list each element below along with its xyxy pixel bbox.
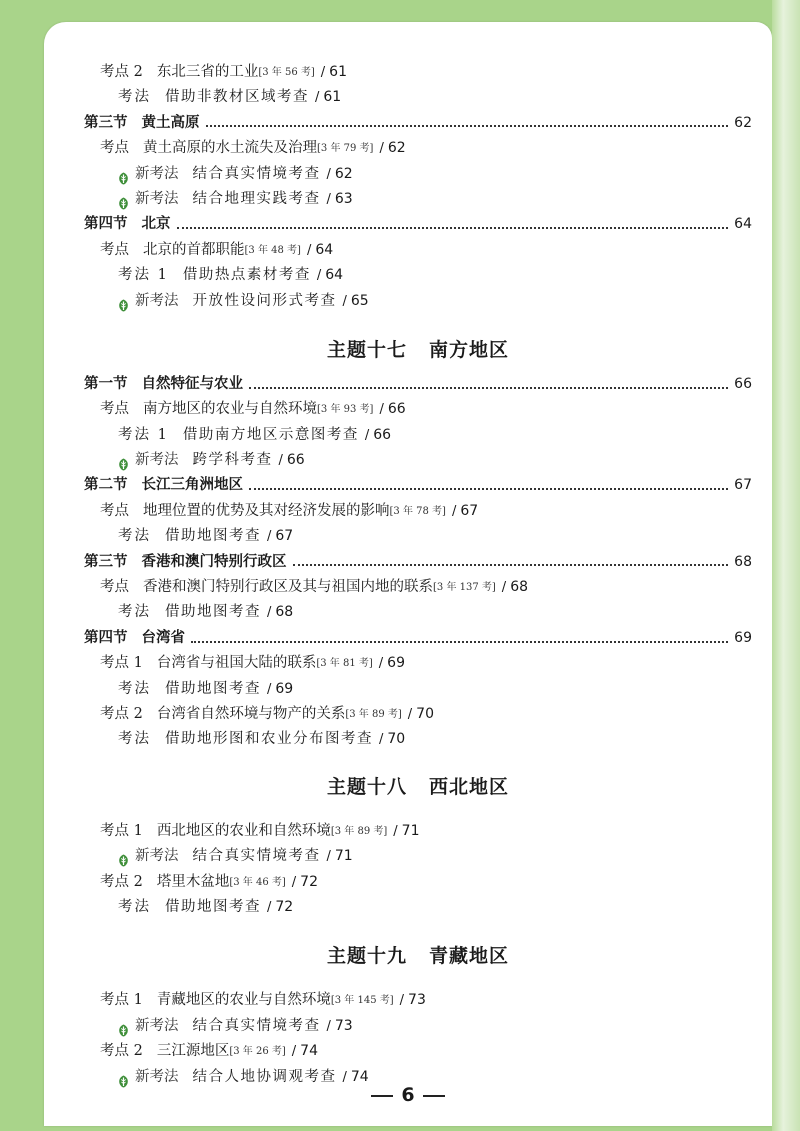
toc-method-row (84, 263, 752, 288)
exam-count: [3 年 46 考] (229, 876, 286, 888)
page-footer (44, 1084, 772, 1106)
leaf-icon (118, 1072, 129, 1085)
point-title: 黄土高原的水土流失及治理 (143, 140, 317, 157)
method-label: 考法 (118, 680, 151, 697)
theme-heading-18 (84, 765, 752, 809)
section-title: 香港和澳门特别行政区 (141, 553, 287, 570)
book-edge (772, 0, 800, 1131)
section-title: 北京 (141, 216, 171, 233)
exam-count: [3 年 79 考] (317, 143, 374, 155)
leaf-icon (118, 1021, 129, 1034)
method-label: 考法 (118, 731, 151, 748)
toc-point-row (84, 651, 752, 676)
toc-method-row (84, 895, 752, 920)
method-label: 考法 (118, 898, 151, 915)
theme-heading-17 (84, 328, 752, 372)
point-title: 台湾省与祖国大陆的联系 (156, 655, 317, 672)
exam-count: [3 年 78 考] (389, 505, 446, 517)
method-label: 考法 1 (118, 267, 169, 284)
method-title: 借助地图考查 (165, 604, 261, 621)
page-ref: 71 (334, 848, 353, 865)
toc-method-row (84, 524, 752, 549)
toc-section-row (84, 212, 752, 237)
dot-leader (249, 488, 728, 490)
method-title: 跨学科考查 (192, 452, 273, 469)
slash-separator: / (316, 268, 322, 284)
method-title: 结合地理实践考查 (192, 190, 321, 207)
method-title: 借助地图考查 (165, 528, 261, 545)
point-label: 考点 1 (100, 822, 143, 839)
point-label: 考点 2 (100, 705, 143, 722)
toc-newmethod-row (84, 448, 752, 473)
slash-separator: / (379, 141, 384, 157)
slash-separator: / (291, 874, 297, 890)
toc-method-row (84, 423, 752, 448)
method-title: 借助非教材区域考查 (165, 89, 309, 106)
toc-block-northwest (84, 819, 752, 921)
dot-leader (177, 227, 729, 229)
method-title: 结合真实情境考查 (192, 165, 321, 182)
toc-point-row (84, 988, 752, 1013)
slash-separator: / (326, 1018, 331, 1034)
slash-separator: / (342, 1069, 347, 1085)
footer-dash-left (371, 1095, 393, 1097)
point-label: 考点 1 (100, 992, 143, 1009)
new-method-label: 新考法 (135, 190, 179, 207)
point-title: 地理位置的优势及其对经济发展的影响 (143, 502, 390, 519)
toc-method-row (84, 727, 752, 752)
dot-leader (293, 564, 729, 566)
new-method-label: 新考法 (135, 292, 179, 309)
slash-separator: / (326, 166, 331, 182)
page-ref: 67 (275, 528, 294, 545)
page-ref: 69 (734, 629, 752, 646)
new-method-label: 新考法 (135, 1068, 179, 1085)
page-ref: 71 (401, 822, 420, 839)
slash-separator: / (267, 605, 272, 621)
exam-count: [3 年 48 考] (244, 244, 301, 256)
footer-dash-right (423, 1095, 445, 1097)
slash-separator: / (267, 899, 272, 915)
exam-count: [3 年 145 考] (330, 995, 394, 1007)
point-label: 考点 1 (100, 655, 143, 672)
toc-point-row (84, 819, 752, 844)
slash-separator: / (451, 503, 457, 519)
toc-method-row (84, 85, 752, 110)
slash-separator: / (378, 656, 384, 672)
toc-point-row (84, 702, 752, 727)
toc-point-row (84, 397, 752, 422)
leaf-icon (118, 851, 129, 864)
method-title: 结合真实情境考查 (192, 1017, 321, 1034)
method-title: 借助地图考查 (165, 680, 261, 697)
page-ref: 72 (300, 873, 318, 890)
method-label: 考法 (118, 604, 151, 621)
point-label: 考点 (100, 140, 129, 157)
theme-number: 主题十八 (326, 775, 407, 798)
toc-block-qingzang (84, 988, 752, 1090)
toc-block-south (84, 372, 752, 753)
section-title: 黄土高原 (141, 114, 200, 131)
slash-separator: / (267, 681, 272, 697)
document-page (44, 22, 772, 1126)
exam-count: [3 年 93 考] (317, 404, 374, 416)
theme-number: 主题十七 (326, 338, 407, 361)
exam-count: [3 年 89 考] (345, 708, 402, 720)
page-ref: 68 (734, 553, 752, 570)
dot-leader (191, 641, 728, 643)
leaf-icon (118, 169, 129, 182)
toc-newmethod-row (84, 187, 752, 212)
exam-count: [3 年 56 考] (258, 67, 315, 78)
page-ref: 61 (329, 64, 347, 80)
theme-heading-19 (84, 934, 752, 978)
section-label: 第二节 (84, 477, 128, 494)
section-title: 自然特征与农业 (141, 375, 243, 392)
section-title: 台湾省 (141, 629, 185, 646)
new-method-label: 新考法 (135, 848, 179, 865)
point-title: 东北三省的工业 (156, 64, 259, 80)
page-ref: 74 (300, 1043, 318, 1060)
toc-method-row (84, 600, 752, 625)
new-method-label: 新考法 (135, 452, 179, 469)
toc-section-row (84, 626, 752, 651)
exam-count: [3 年 81 考] (316, 658, 373, 670)
point-title: 西北地区的农业和自然环境 (156, 822, 331, 839)
point-title: 南方地区的农业与自然环境 (143, 401, 317, 418)
page-ref: 64 (325, 267, 344, 284)
slash-separator: / (326, 191, 331, 207)
toc-section-row (84, 372, 752, 397)
point-label: 考点 2 (100, 1043, 143, 1060)
toc-point-row (84, 238, 752, 263)
page-ref: 68 (510, 579, 529, 596)
new-method-label: 新考法 (135, 165, 179, 182)
point-label: 考点 (100, 502, 129, 519)
section-label: 第四节 (84, 629, 128, 646)
slash-separator: / (320, 65, 326, 80)
dot-leader (249, 387, 728, 389)
point-title: 三江源地区 (156, 1043, 230, 1060)
page-ref: 68 (275, 604, 294, 621)
toc-point-row (84, 575, 752, 600)
theme-name: 青藏地区 (429, 945, 510, 968)
page-ref: 61 (323, 89, 342, 106)
slash-separator: / (393, 823, 398, 839)
page-ref: 73 (334, 1017, 353, 1034)
method-label: 考法 1 (118, 426, 169, 443)
method-title: 结合人地协调观考查 (192, 1068, 337, 1085)
exam-count: [3 年 137 考] (433, 582, 496, 594)
section-label: 第一节 (84, 375, 128, 392)
toc-point-row (84, 136, 752, 161)
toc-point-row (84, 870, 752, 895)
toc-newmethod-row (84, 1014, 752, 1039)
page-ref: 66 (734, 375, 752, 392)
toc-section-row (84, 473, 752, 498)
toc-newmethod-row (84, 844, 752, 869)
page-ref: 65 (350, 292, 369, 309)
slash-separator: / (326, 849, 331, 865)
page-ref: 67 (734, 477, 752, 494)
toc-newmethod-row (84, 162, 752, 187)
point-title: 北京的首都职能 (143, 241, 245, 258)
slash-separator: / (306, 242, 312, 258)
slash-separator: / (379, 732, 384, 748)
page-ref: 74 (350, 1068, 369, 1085)
page-ref: 73 (408, 992, 426, 1009)
method-title: 借助热点素材考查 (182, 267, 311, 284)
theme-name: 西北地区 (429, 775, 510, 798)
page-ref: 62 (734, 114, 752, 131)
slash-separator: / (315, 90, 320, 106)
page-ref: 64 (734, 216, 752, 233)
slash-separator: / (501, 580, 507, 596)
page-ref: 67 (460, 502, 479, 519)
page-ref: 62 (334, 165, 353, 182)
exam-count: [3 年 26 考] (229, 1046, 286, 1058)
slash-separator: / (407, 706, 413, 722)
point-title: 塔里木盆地 (156, 873, 230, 890)
method-title: 借助地图考查 (165, 898, 261, 915)
theme-name: 南方地区 (429, 338, 510, 361)
page-ref: 70 (387, 731, 406, 748)
point-label: 考点 2 (100, 64, 143, 80)
toc-point-row (84, 499, 752, 524)
slash-separator: / (291, 1044, 297, 1060)
new-method-label: 新考法 (135, 1017, 179, 1034)
page-number: 6 (401, 1084, 415, 1106)
leaf-icon (118, 194, 129, 207)
section-label: 第三节 (84, 114, 128, 131)
page-ref: 69 (275, 680, 294, 697)
page-ref: 63 (334, 190, 353, 207)
leaf-icon (118, 455, 129, 468)
slash-separator: / (364, 427, 370, 443)
page-ref: 72 (275, 898, 294, 915)
exam-count: [3 年 89 考] (330, 825, 388, 837)
slash-separator: / (267, 529, 272, 545)
leaf-icon (118, 296, 129, 309)
toc-newmethod-row (84, 289, 752, 314)
method-title: 借助地形图和农业分布图考查 (165, 731, 373, 748)
point-label: 考点 (100, 579, 129, 596)
page-ref: 62 (387, 140, 406, 157)
point-label: 考点 (100, 241, 129, 258)
section-label: 第三节 (84, 553, 128, 570)
toc-content (84, 60, 752, 1090)
toc-section-row (84, 111, 752, 136)
point-label: 考点 2 (100, 873, 143, 890)
point-label: 考点 (100, 401, 129, 418)
method-label: 考法 (118, 89, 151, 106)
method-title: 开放性设问形式考查 (192, 292, 337, 309)
slash-separator: / (399, 993, 405, 1009)
toc-block-north (84, 60, 752, 314)
section-title: 长江三角洲地区 (141, 477, 243, 494)
dot-leader (206, 125, 729, 127)
slash-separator: / (342, 293, 347, 309)
section-label: 第四节 (84, 216, 128, 233)
page-ref: 64 (315, 241, 334, 258)
point-title: 香港和澳门特别行政区及其与祖国内地的联系 (143, 579, 433, 596)
page-ref: 66 (286, 452, 305, 469)
toc-point-row (84, 60, 752, 85)
page-ref: 66 (373, 426, 392, 443)
page-ref: 69 (387, 655, 405, 672)
toc-section-row (84, 550, 752, 575)
point-title: 青藏地区的农业与自然环境 (156, 992, 331, 1009)
method-title: 结合真实情境考查 (192, 848, 321, 865)
slash-separator: / (278, 453, 283, 469)
page-ref: 66 (387, 401, 406, 418)
slash-separator: / (379, 402, 384, 418)
point-title: 台湾省自然环境与物产的关系 (156, 705, 346, 722)
method-label: 考法 (118, 528, 151, 545)
toc-method-row (84, 677, 752, 702)
theme-number: 主题十九 (326, 945, 407, 968)
toc-point-row (84, 1039, 752, 1064)
method-title: 借助南方地区示意图考查 (182, 426, 359, 443)
page-ref: 70 (416, 705, 434, 722)
